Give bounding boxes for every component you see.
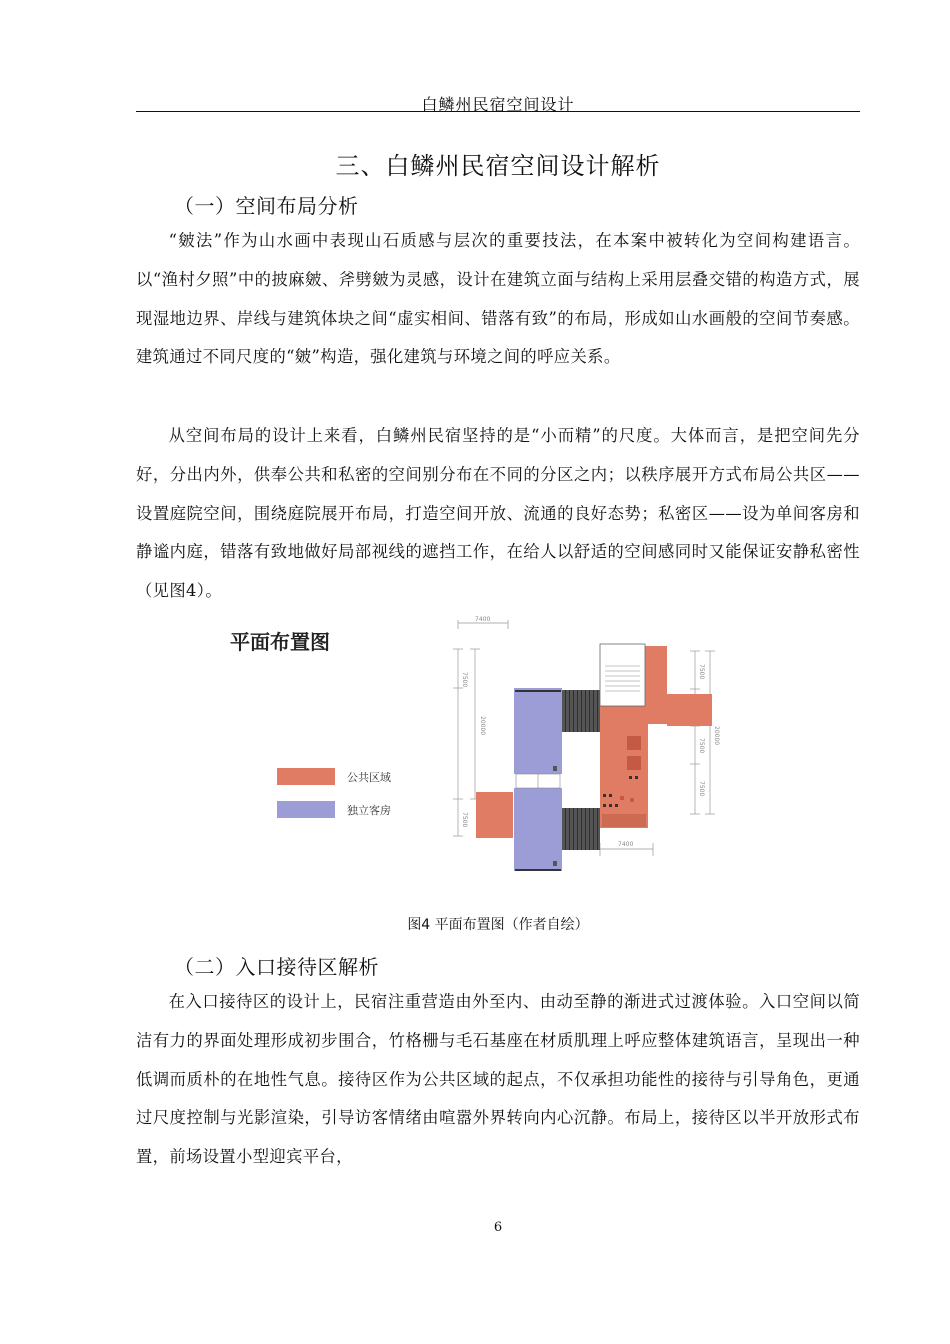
running-header: 白鳞州民宿空间设计 [421,95,575,114]
figure-title: 平面布置图 [230,630,330,654]
public-block-east [667,694,712,726]
paragraph-cunfa: “皴法”作为山水画中表现山石质感与层次的重要技法，在本案中被转化为空间构建语言。以“渔村夕照”中的披麻皴、斧劈皴为灵感，设计在建筑立面与结构上采用层叠交错的构造方式，展现湿地边界、岸线与建筑体块之间“虚实相间、错落有致”的布局，形成如山水画般的空间节奏感。建筑通过不同尺度的“皴”构造，强化建筑与环境之间的呼应关系。 [136,231,860,367]
dim-bottom: 7400 [618,841,634,848]
section-title: 三、白鳞州民宿空间设计解析 [335,152,661,180]
public-block-west [476,792,513,838]
dim-left-c: 7500 [461,812,468,828]
corridor-upper [562,690,600,732]
legend-label-public: 公共区域 [347,771,391,784]
header-rule [136,111,860,112]
dim-top: 7400 [475,616,491,623]
subsection-heading-entrance: （二）入口接待区解析 [174,955,379,979]
dim-right-d: 7500 [698,781,705,797]
dim-right-a: 7500 [698,664,705,680]
stair-core [600,644,645,706]
figure-caption: 图4 平面布置图（作者自绘） [407,917,589,933]
guestroom-block-upper [514,688,562,774]
guestroom-block-lower [514,788,562,871]
floor-plan-drawing [225,616,755,891]
dim-left-a: 7500 [461,672,468,688]
corridor-lower [562,808,600,850]
subsection-heading-layout: （一）空间布局分析 [174,194,359,218]
dim-right-b: 20000 [713,726,720,746]
public-block-north [645,646,667,724]
dim-right-c: 7500 [698,738,705,754]
dim-left-b: 20000 [479,716,486,736]
floor-plan-figure [225,616,755,891]
legend-label-guestroom: 独立客房 [347,804,391,817]
paragraph-entrance: 在入口接待区的设计上，民宿注重营造由外至内、由动至静的渐进式过渡体验。入口空间以简洁有力的界面处理形成初步围合，竹格栅与毛石基座在材质肌理上呼应整体建筑语言，呈现出一种低调而质朴的在地性气息。接待区作为公共区域的起点，不仅承担功能性的接待与引导角色，更通过尺度控制与光影渲染，引导访客情绪由喧嚣外界转向内心沉静。布局上，接待区以半开放形式布置，前场设置小型迎宾平台， [136,992,860,1167]
paragraph-layout: 从空间布局的设计上来看，白鳞州民宿坚持的是“小而精”的尺度。大体而言，是把空间先分好，分出内外，供奉公共和私密的空间别分布在不同的分区之内；以秩序展开方式布局公共区——设置庭院空间，围绕庭院展开布局，打造空间开放、流通的良好态势；私密区——设为单间客房和静谧内庭，错落有致地做好局部视线的遮挡工作，在给人以舒适的空间感同时又能保证安静私密性（见图4）。 [136,426,860,601]
page-number: 6 [493,1220,503,1235]
